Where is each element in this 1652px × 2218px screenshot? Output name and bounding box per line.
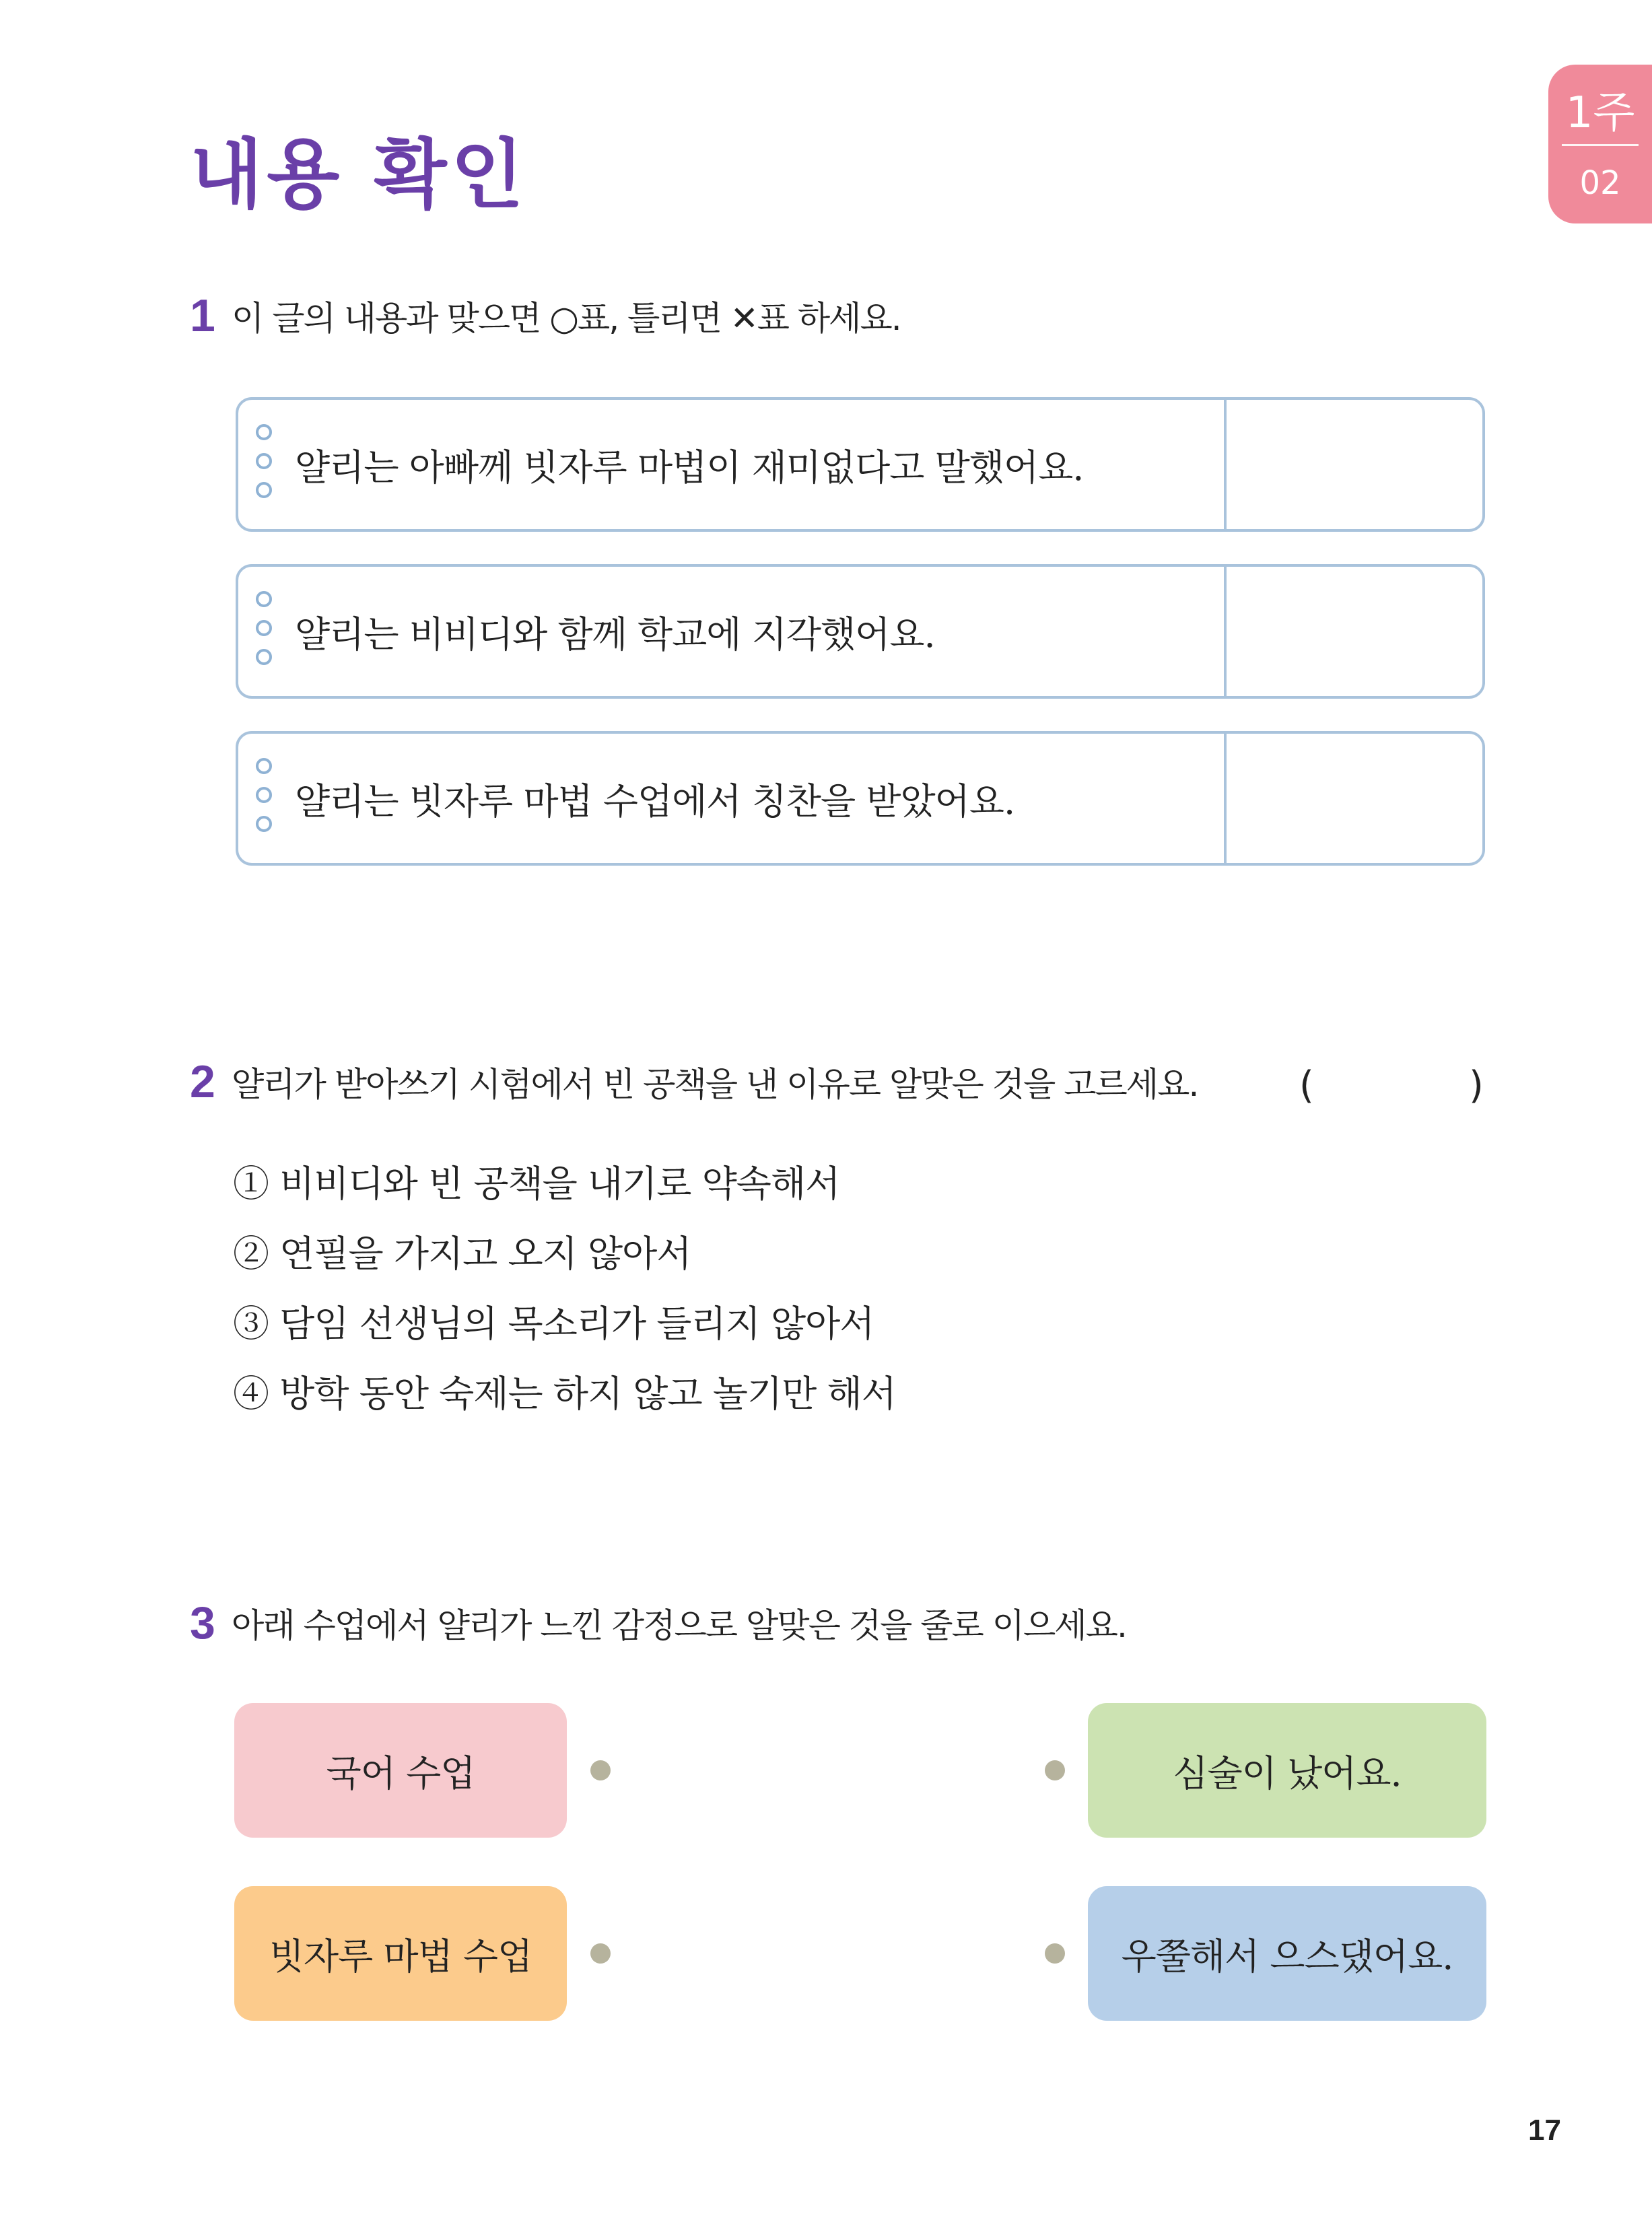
question-1-number: 1 [190, 290, 215, 341]
answer-paren-open: ( [1299, 1064, 1314, 1107]
binder-rings [256, 424, 275, 511]
choice-2[interactable]: ② 연필을 가지고 오지 않아서 [233, 1233, 691, 1275]
binder-rings [256, 591, 275, 678]
answer-paren-close: ) [1469, 1064, 1484, 1107]
week-label: 1주 [1565, 88, 1635, 138]
question-2-text: 얄리가 받아쓰기 시험에서 빈 공책을 낸 이유로 알맞은 것을 고르세요. [232, 1065, 1198, 1104]
question-3-text: 아래 수업에서 얄리가 느낀 감정으로 알맞은 것을 줄로 이으세요. [232, 1606, 1126, 1645]
match-left-broom-magic-class: 빗자루 마법 수업 [234, 1886, 567, 2021]
question-3-number: 3 [190, 1597, 215, 1649]
question-1-header [190, 289, 901, 342]
match-left-korean-class: 국어 수업 [234, 1703, 567, 1838]
statement-row [236, 564, 1485, 699]
answer-cell[interactable] [1224, 734, 1482, 863]
match-dot-left-2[interactable] [590, 1943, 611, 1964]
question-3-header [190, 1597, 1126, 1649]
match-right-proud: 우쭐해서 으스댔어요. [1088, 1886, 1486, 2021]
answer-cell[interactable] [1224, 567, 1482, 696]
statement-text: 얄리는 비비디와 함께 학교에 지각했어요. [295, 613, 935, 656]
page-title: 내용 확인 [190, 131, 528, 219]
choice-3[interactable]: ③ 담임 선생님의 목소리가 들리지 않아서 [233, 1303, 874, 1345]
statement-row [236, 397, 1485, 532]
lesson-number: 02 [1579, 164, 1621, 202]
question-1-text: 이 글의 내용과 맞으면 ○표, 틀리면 ✕표 하세요. [232, 299, 901, 338]
match-dot-left-1[interactable] [590, 1760, 611, 1780]
choice-1[interactable]: ① 비비디와 빈 공책을 내기로 약속해서 [233, 1163, 840, 1205]
statement-row [236, 731, 1485, 866]
match-dot-right-2[interactable] [1045, 1943, 1065, 1964]
match-right-grumpy: 심술이 났어요. [1088, 1703, 1486, 1838]
statement-text: 얄리는 아빠께 빗자루 마법이 재미없다고 말했어요. [295, 446, 1084, 489]
match-dot-right-1[interactable] [1045, 1760, 1065, 1780]
question-2-number: 2 [190, 1056, 215, 1107]
binder-rings [256, 758, 275, 845]
page-number: 17 [1528, 2114, 1561, 2147]
week-tab [1548, 65, 1652, 223]
choice-4[interactable]: ④ 방학 동안 숙제는 하지 않고 놀기만 해서 [233, 1373, 896, 1415]
question-2-header [190, 1055, 1198, 1108]
answer-cell[interactable] [1224, 400, 1482, 529]
week-tab-divider [1562, 144, 1639, 146]
statement-text: 얄리는 빗자루 마법 수업에서 칭찬을 받았어요. [295, 779, 1015, 823]
